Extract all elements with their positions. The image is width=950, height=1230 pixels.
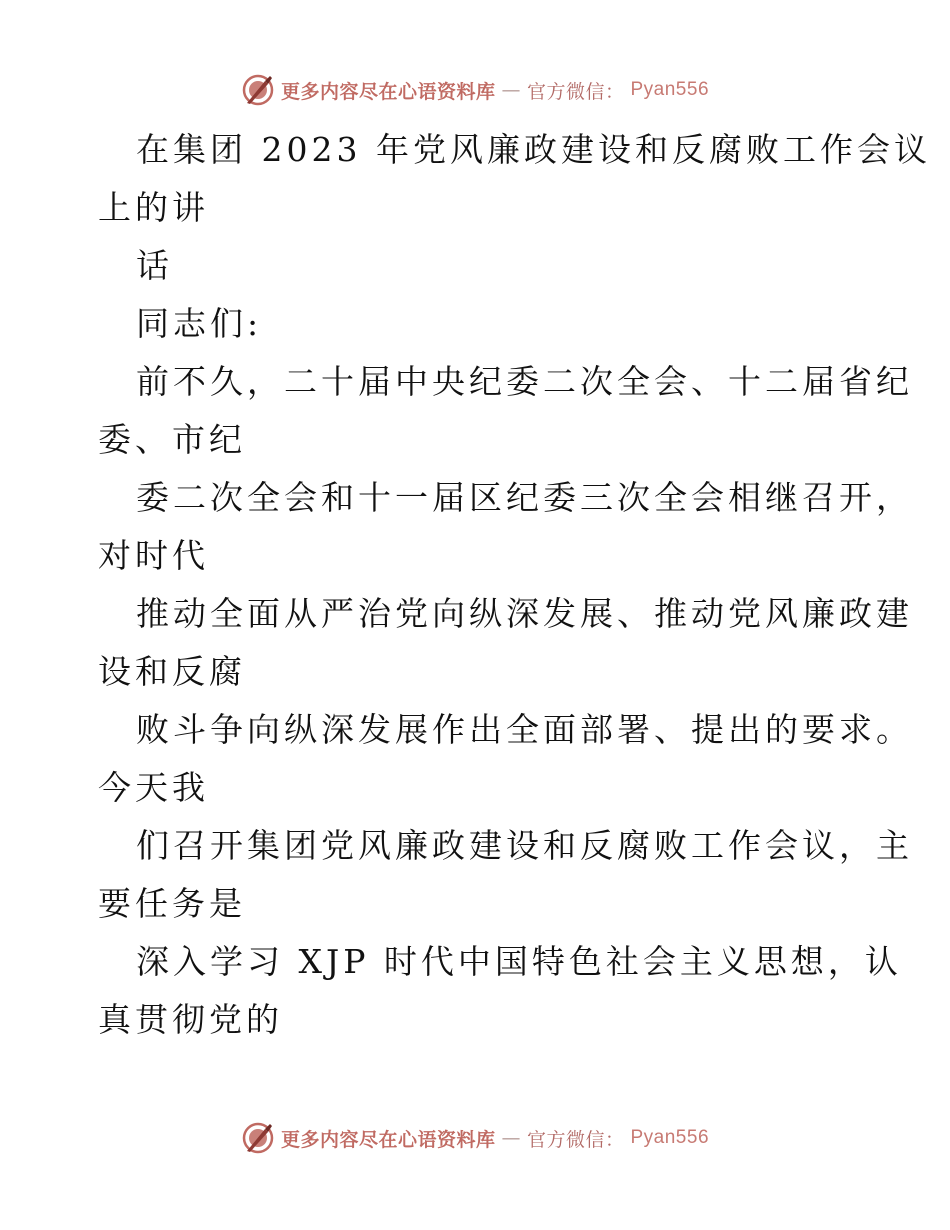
- doc-line: 前不久，二十届中央纪委二次全会、十二届省纪: [136, 362, 913, 401]
- doc-line: 真贯彻党的: [98, 1000, 283, 1039]
- doc-line: 深入学习 XJP 时代中国特色社会主义思想，认: [136, 942, 902, 981]
- doc-line: 在集团 2023 年党风廉政建设和反腐败工作会议: [136, 130, 931, 169]
- quill-pen-logo-icon: [241, 73, 275, 107]
- watermark-wechat-label: 官方微信：: [526, 80, 625, 103]
- doc-line: 今天我: [98, 768, 209, 807]
- footer-watermark: [0, 1118, 950, 1158]
- watermark-wechat-id: Pyan556: [630, 1127, 710, 1148]
- doc-line: 败斗争向纵深发展作出全面部署、提出的要求。: [136, 710, 913, 749]
- watermark-wechat-label: 官方微信：: [526, 1128, 625, 1151]
- doc-line: 委、市纪: [98, 420, 246, 459]
- header-watermark: [0, 70, 950, 110]
- doc-line: 同志们:: [136, 304, 263, 343]
- doc-line: 们召开集团党风廉政建设和反腐败工作会议，主: [136, 826, 913, 865]
- watermark-separator: —: [501, 1127, 521, 1149]
- doc-line: 要任务是: [98, 884, 246, 923]
- watermark-separator: —: [501, 79, 521, 101]
- watermark-wechat-id: Pyan556: [630, 79, 710, 100]
- doc-line: 话: [136, 246, 173, 285]
- doc-line: 设和反腐: [98, 652, 246, 691]
- doc-line: 推动全面从严治党向纵深发展、推动党风廉政建: [136, 594, 913, 633]
- doc-line: 对时代: [98, 536, 209, 575]
- doc-line: 委二次全会和十一届区纪委三次全会相继召开，: [136, 478, 913, 517]
- watermark-text: 更多内容尽在心语资料库: [280, 1128, 496, 1151]
- quill-pen-logo-icon: [241, 1121, 275, 1155]
- watermark-text: 更多内容尽在心语资料库: [280, 80, 496, 103]
- doc-line: 上的讲: [98, 188, 209, 227]
